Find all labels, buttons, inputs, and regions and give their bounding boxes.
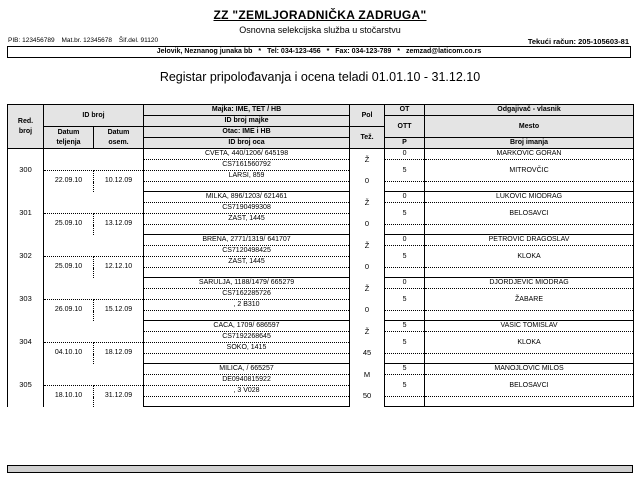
mat-br-label: Mat.br. 12345678: [61, 37, 113, 44]
id-majke-cell: CS7162285726: [144, 289, 350, 300]
ot-cell: 0: [385, 149, 425, 160]
pib-label: PIB: 123456789: [8, 37, 55, 44]
col-red-broj-line1: Red.: [17, 117, 34, 125]
vlasnik-cell: MANOJLOVIC MILOS: [425, 364, 634, 375]
pol-cell: Ž: [350, 192, 385, 214]
pol-cell: Ž: [350, 321, 385, 343]
vlasnik-cell: VASIC TOMISLAV: [425, 321, 634, 332]
sif-del-label: Šif.del. 91120: [118, 37, 159, 44]
col-datum-teljenja: [44, 127, 94, 149]
col-datum-teljenja-line2: teljenja: [56, 138, 81, 146]
id-oca-cell: [144, 397, 350, 407]
pol-cell: M: [350, 364, 385, 386]
mesto-cell: BELOSAVCI: [425, 375, 634, 397]
address: Jelovik, Neznanog junaka bb: [156, 48, 253, 55]
p-cell: [385, 268, 425, 278]
col-odgajivac: Odgajivač - vlasnik: [425, 105, 634, 116]
col-id-broj-majke: ID broj majke: [144, 116, 350, 127]
majka-cell: CACA, 1709/ 686597: [144, 321, 350, 332]
broj-imanja-cell: [425, 397, 634, 407]
p-cell: [385, 354, 425, 364]
id-oca-cell: [144, 311, 350, 321]
otac-cell: , 2 B310: [144, 300, 350, 311]
vlasnik-cell: DJORDJEVIC MIODRAG: [425, 278, 634, 289]
company-ids: [8, 37, 163, 44]
datum-teljenja-cell: 26.09.10: [44, 300, 94, 321]
datum-osem-cell: 18.12.09: [94, 343, 144, 364]
datum-osem-cell: 13.12.09: [94, 214, 144, 235]
phone: Tel: 034-123-456: [267, 48, 321, 55]
id-majke-cell: CS7190499308: [144, 203, 350, 214]
col-datum-osem: [94, 127, 144, 149]
id-oca-cell: [144, 182, 350, 192]
p-cell: [385, 182, 425, 192]
mesto-cell: ŽABARE: [425, 289, 634, 311]
organization-name: ZZ "ZEMLJORADNIČKA ZADRUGA": [213, 8, 427, 22]
id-oca-cell: [144, 268, 350, 278]
col-majka: Majka: IME, TET / HB: [144, 105, 350, 116]
ott-cell: 5: [385, 289, 425, 311]
col-red-broj-line2: broj: [18, 127, 33, 135]
id-majke-cell: CS7192268645: [144, 332, 350, 343]
red-broj-cell: 305: [8, 364, 44, 407]
col-broj-imanja: Broj imanja: [425, 138, 634, 149]
col-mesto: Mesto: [425, 116, 634, 138]
datum-osem-cell: 10.12.09: [94, 171, 144, 192]
tez-cell: 0: [350, 300, 385, 321]
mesto-cell: KLOKA: [425, 332, 634, 354]
ot-cell: 0: [385, 278, 425, 289]
majka-cell: MILKA, 896/1203/ 621461: [144, 192, 350, 203]
register-table: [7, 104, 633, 407]
otac-cell: ZAST, 1445: [144, 214, 350, 225]
bank-account: Tekući račun: 205-105603-81: [527, 37, 629, 46]
col-id-broj: ID broj: [44, 105, 144, 127]
col-datum-osem-line1: Datum: [107, 128, 130, 136]
id-majke-cell: CS7120498425: [144, 246, 350, 257]
separator: *: [397, 48, 401, 55]
broj-imanja-cell: [425, 311, 634, 321]
datum-teljenja-cell: 25.09.10: [44, 214, 94, 235]
majka-cell: CVETA, 440/1206/ 645198: [144, 149, 350, 160]
col-id-broj-oca: ID broj oca: [144, 138, 350, 149]
mesto-cell: BELOSAVCI: [425, 203, 634, 225]
datum-osem-cell: 15.12.09: [94, 300, 144, 321]
col-tez: Tež.: [350, 127, 385, 149]
otac-cell: LARSI, 859: [144, 171, 350, 182]
tez-cell: 0: [350, 171, 385, 192]
pol-cell: Ž: [350, 149, 385, 171]
id-majke-cell: CS7161560792: [144, 160, 350, 171]
ott-cell: 5: [385, 246, 425, 268]
majka-cell: BRENA, 2771/1319/ 641707: [144, 235, 350, 246]
report-title: Registar pripolođavanja i ocena teladi 01.01.10 - 31.12.10: [159, 70, 481, 84]
tez-cell: 50: [350, 386, 385, 407]
calf-id-cell: [44, 235, 144, 257]
col-otac: Otac: IME i HB: [144, 127, 350, 138]
datum-teljenja-cell: 25.09.10: [44, 257, 94, 278]
red-broj-cell: 303: [8, 278, 44, 321]
col-datum-teljenja-line1: Datum: [57, 128, 80, 136]
mesto-cell: MITROVČIC: [425, 160, 634, 182]
vlasnik-cell: MARKOVIC GORAN: [425, 149, 634, 160]
organization-subtitle: Osnovna selekcijska služba u stočarstvu: [239, 25, 401, 35]
red-broj-cell: 302: [8, 235, 44, 278]
col-pol: Pol: [350, 105, 385, 127]
ot-cell: 5: [385, 364, 425, 375]
calf-id-cell: [44, 364, 144, 386]
datum-teljenja-cell: 18.10.10: [44, 386, 94, 407]
col-ot: OT: [385, 105, 425, 116]
calf-id-cell: [44, 149, 144, 171]
broj-imanja-cell: [425, 354, 634, 364]
p-cell: [385, 397, 425, 407]
footer-bar: [7, 465, 633, 473]
p-cell: [385, 311, 425, 321]
vlasnik-cell: LUKOVIC MIODRAG: [425, 192, 634, 203]
datum-osem-cell: 12.12.10: [94, 257, 144, 278]
contact-bar: [7, 46, 631, 58]
red-broj-cell: 301: [8, 192, 44, 235]
red-broj-cell: 300: [8, 149, 44, 192]
vlasnik-cell: PETROVIC DRAGOSLAV: [425, 235, 634, 246]
col-datum-osem-line2: osem.: [108, 138, 129, 146]
tez-cell: 0: [350, 257, 385, 278]
pol-cell: Ž: [350, 278, 385, 300]
ot-cell: 0: [385, 235, 425, 246]
p-cell: [385, 225, 425, 235]
mesto-cell: KLOKA: [425, 246, 634, 268]
col-p: P: [385, 138, 425, 149]
datum-osem-cell: 31.12.09: [94, 386, 144, 407]
broj-imanja-cell: [425, 268, 634, 278]
id-majke-cell: DE0940815922: [144, 375, 350, 386]
calf-id-cell: [44, 321, 144, 343]
col-ott: OTT: [385, 116, 425, 138]
broj-imanja-cell: [425, 225, 634, 235]
pol-cell: Ž: [350, 235, 385, 257]
majka-cell: MILICA, / 665257: [144, 364, 350, 375]
calf-id-cell: [44, 278, 144, 300]
email: zemzad@laticom.co.rs: [405, 48, 482, 55]
id-oca-cell: [144, 354, 350, 364]
separator: *: [326, 48, 330, 55]
broj-imanja-cell: [425, 182, 634, 192]
separator: *: [258, 48, 262, 55]
ott-cell: 5: [385, 332, 425, 354]
id-oca-cell: [144, 225, 350, 235]
tez-cell: 45: [350, 343, 385, 364]
red-broj-cell: 304: [8, 321, 44, 364]
ot-cell: 5: [385, 321, 425, 332]
majka-cell: SARULJA, 1188/1479/ 665279: [144, 278, 350, 289]
table-header: [8, 105, 634, 149]
fax: Fax: 034-123-789: [335, 48, 392, 55]
ott-cell: 5: [385, 375, 425, 397]
otac-cell: , 3 V028: [144, 386, 350, 397]
datum-teljenja-cell: 22.09.10: [44, 171, 94, 192]
calf-id-cell: [44, 192, 144, 214]
ott-cell: 5: [385, 203, 425, 225]
table-body: [8, 149, 634, 407]
otac-cell: ZAST, 1445: [144, 257, 350, 268]
col-red-broj: [8, 105, 44, 149]
ott-cell: 5: [385, 160, 425, 182]
datum-teljenja-cell: 04.10.10: [44, 343, 94, 364]
ot-cell: 0: [385, 192, 425, 203]
otac-cell: SOKO, 1415: [144, 343, 350, 354]
tez-cell: 0: [350, 214, 385, 235]
